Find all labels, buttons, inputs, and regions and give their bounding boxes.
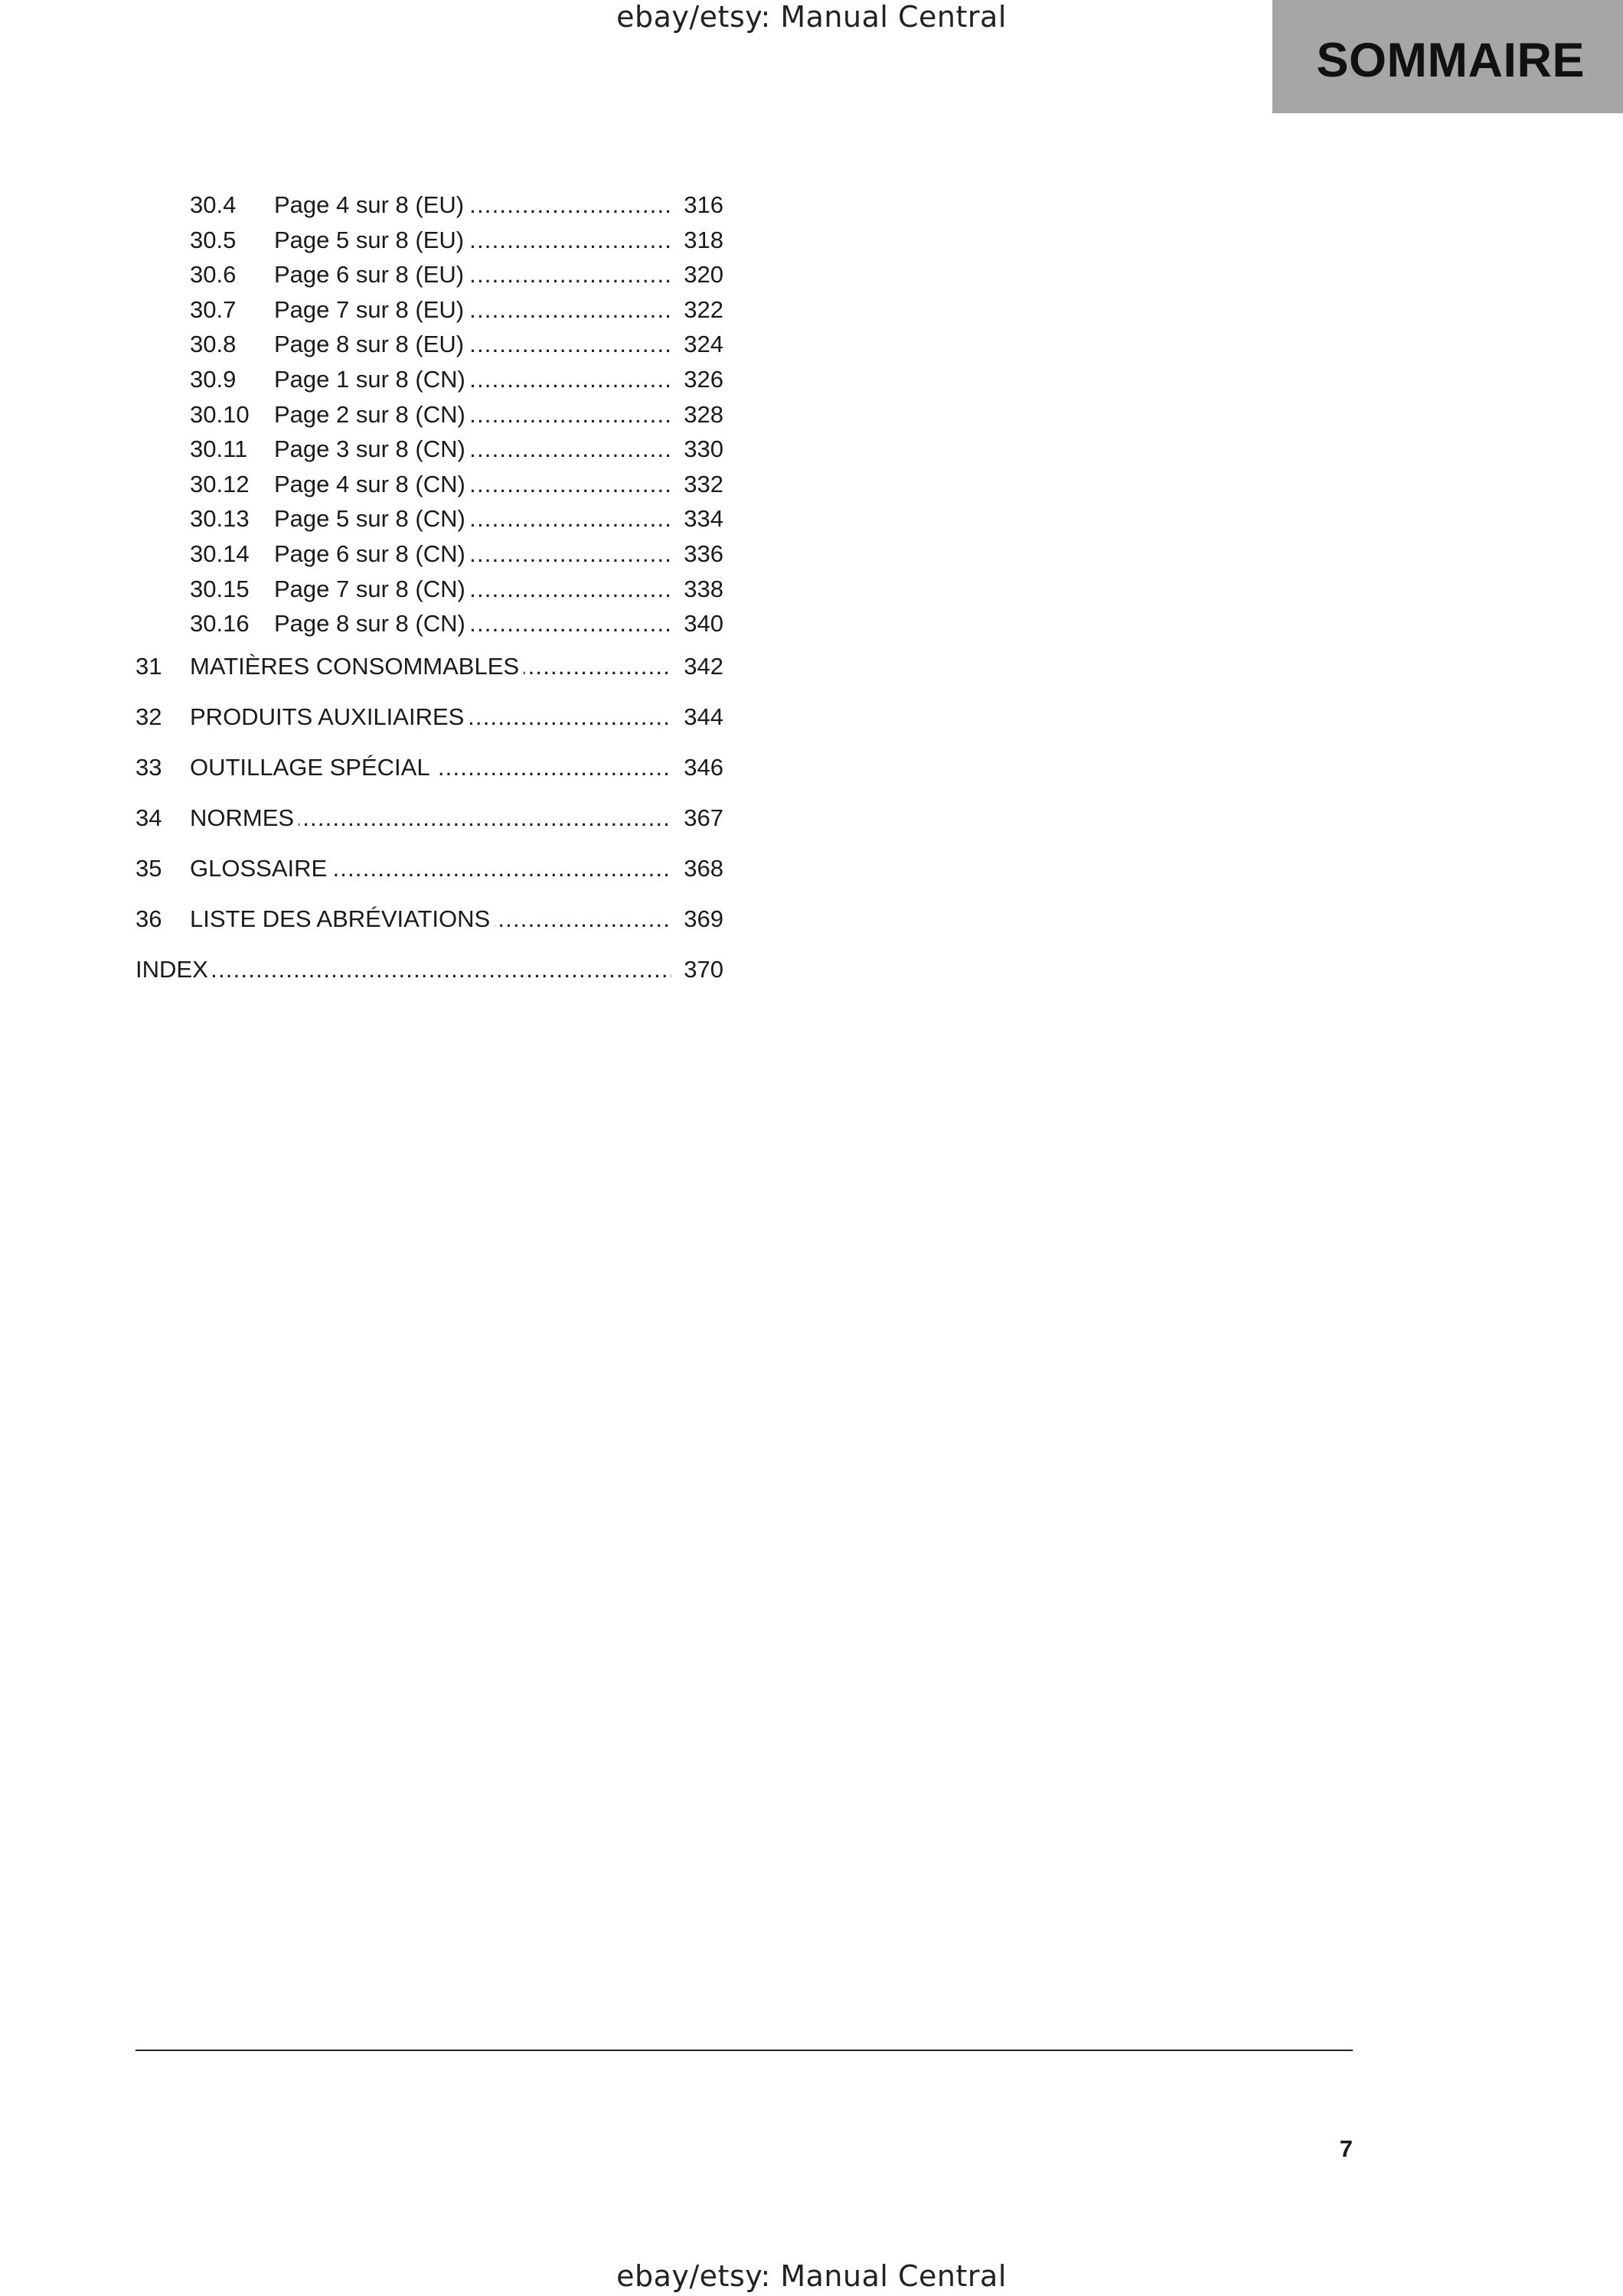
table-of-contents	[136, 188, 723, 995]
toc-entry-title: Page 4 sur 8 (CN)	[274, 471, 470, 497]
toc-entry-number: 30.14	[190, 540, 250, 567]
toc-chapter-number: 35	[136, 854, 162, 882]
toc-chapter-page: 369	[684, 905, 723, 932]
section-title: SOMMAIRE	[1316, 34, 1585, 87]
watermark-bottom: ebay/etsy: Manual Central	[616, 2259, 1007, 2293]
toc-entry-number: 30.8	[190, 331, 237, 358]
toc-chapter-number: 34	[136, 804, 162, 831]
toc-entry-page: 324	[684, 331, 723, 358]
toc-chapter-number: 36	[136, 905, 162, 932]
toc-entry-title: Page 4 sur 8 (EU)	[274, 191, 469, 218]
toc-chapter-entry[interactable]	[136, 641, 723, 692]
toc-index-entry[interactable]	[136, 944, 723, 995]
toc-entry-title: Page 6 sur 8 (CN)	[274, 540, 470, 567]
toc-chapter-page: 342	[684, 652, 723, 680]
toc-entry[interactable]	[136, 292, 723, 328]
toc-entry-page: 338	[684, 575, 723, 602]
toc-chapter-entry[interactable]	[136, 692, 723, 742]
toc-entry[interactable]	[136, 327, 723, 362]
toc-entry-title: Page 2 sur 8 (CN)	[274, 401, 470, 428]
toc-entry-page: 316	[684, 191, 723, 218]
toc-entry-title: Page 1 sur 8 (CN)	[274, 366, 470, 393]
toc-entry-page: 318	[684, 226, 723, 253]
toc-entry-title: Page 8 sur 8 (EU)	[274, 331, 469, 357]
toc-entry[interactable]	[136, 432, 723, 467]
toc-entry-page: 328	[684, 400, 723, 428]
toc-entry-title: Page 7 sur 8 (EU)	[274, 296, 469, 323]
toc-index-title: INDEX	[136, 956, 213, 983]
toc-chapter-page: 367	[684, 804, 723, 831]
toc-index-page: 370	[684, 955, 723, 983]
toc-entry-title: Page 8 sur 8 (CN)	[274, 610, 470, 637]
toc-entry-page: 322	[684, 295, 723, 323]
toc-entry-number: 30.4	[190, 191, 237, 218]
toc-entry[interactable]	[136, 188, 723, 223]
toc-entry[interactable]	[136, 397, 723, 432]
toc-chapter-title: OUTILLAGE SPÉCIAL	[190, 754, 435, 781]
toc-entry-page: 336	[684, 540, 723, 567]
toc-entry[interactable]	[136, 606, 723, 641]
toc-chapter-page: 368	[684, 854, 723, 882]
toc-chapter-title: NORMES	[190, 804, 299, 831]
toc-entry-page: 332	[684, 470, 723, 497]
toc-entry[interactable]	[136, 572, 723, 607]
toc-entry-number: 30.10	[190, 400, 250, 428]
section-header-tab	[1272, 0, 1623, 113]
toc-entry-number: 30.16	[190, 610, 250, 638]
toc-entry-page: 326	[684, 365, 723, 393]
toc-chapter-entry[interactable]	[136, 894, 723, 944]
footer-divider	[136, 2050, 1353, 2051]
toc-entry-title: Page 3 sur 8 (CN)	[274, 435, 470, 462]
toc-entry-title: Page 7 sur 8 (CN)	[274, 576, 470, 602]
toc-chapter-title: LISTE DES ABRÉVIATIONS	[190, 905, 495, 932]
toc-chapter-number: 32	[136, 703, 162, 730]
toc-entry-title: Page 6 sur 8 (EU)	[274, 261, 469, 288]
toc-entry-number: 30.15	[190, 575, 250, 602]
toc-chapter-title: MATIÈRES CONSOMMABLES	[190, 653, 524, 680]
toc-chapter-title: GLOSSAIRE	[190, 855, 331, 882]
toc-entry-title: Page 5 sur 8 (EU)	[274, 227, 469, 253]
toc-entry-number: 30.13	[190, 505, 250, 533]
toc-entry-page: 334	[684, 505, 723, 533]
toc-chapter-page: 344	[684, 703, 723, 730]
toc-chapter-number: 33	[136, 753, 162, 781]
toc-entry-number: 30.7	[190, 295, 237, 323]
toc-chapter-title: PRODUITS AUXILIAIRES	[190, 703, 469, 730]
toc-entry-number: 30.9	[190, 365, 237, 393]
toc-entry-number: 30.5	[190, 226, 237, 253]
toc-entry[interactable]	[136, 223, 723, 258]
toc-entry-number: 30.11	[190, 435, 248, 463]
toc-entry-page: 340	[684, 610, 723, 638]
toc-entry-title: Page 5 sur 8 (CN)	[274, 505, 470, 532]
toc-entry[interactable]	[136, 536, 723, 572]
toc-entry[interactable]	[136, 362, 723, 397]
toc-chapter-entry[interactable]	[136, 793, 723, 843]
watermark-top: ebay/etsy: Manual Central	[616, 0, 1007, 34]
toc-entry[interactable]	[136, 257, 723, 292]
toc-chapter-entry[interactable]	[136, 843, 723, 894]
toc-entry-number: 30.12	[190, 470, 250, 497]
toc-chapter-number: 31	[136, 652, 162, 680]
toc-entry[interactable]	[136, 501, 723, 536]
toc-entry-number: 30.6	[190, 261, 237, 289]
toc-entry-page: 330	[684, 435, 723, 463]
toc-entry-page: 320	[684, 261, 723, 289]
toc-entry[interactable]	[136, 467, 723, 502]
page-number: 7	[1339, 2135, 1353, 2162]
toc-chapter-page: 346	[684, 753, 723, 781]
toc-chapter-entry[interactable]	[136, 742, 723, 793]
